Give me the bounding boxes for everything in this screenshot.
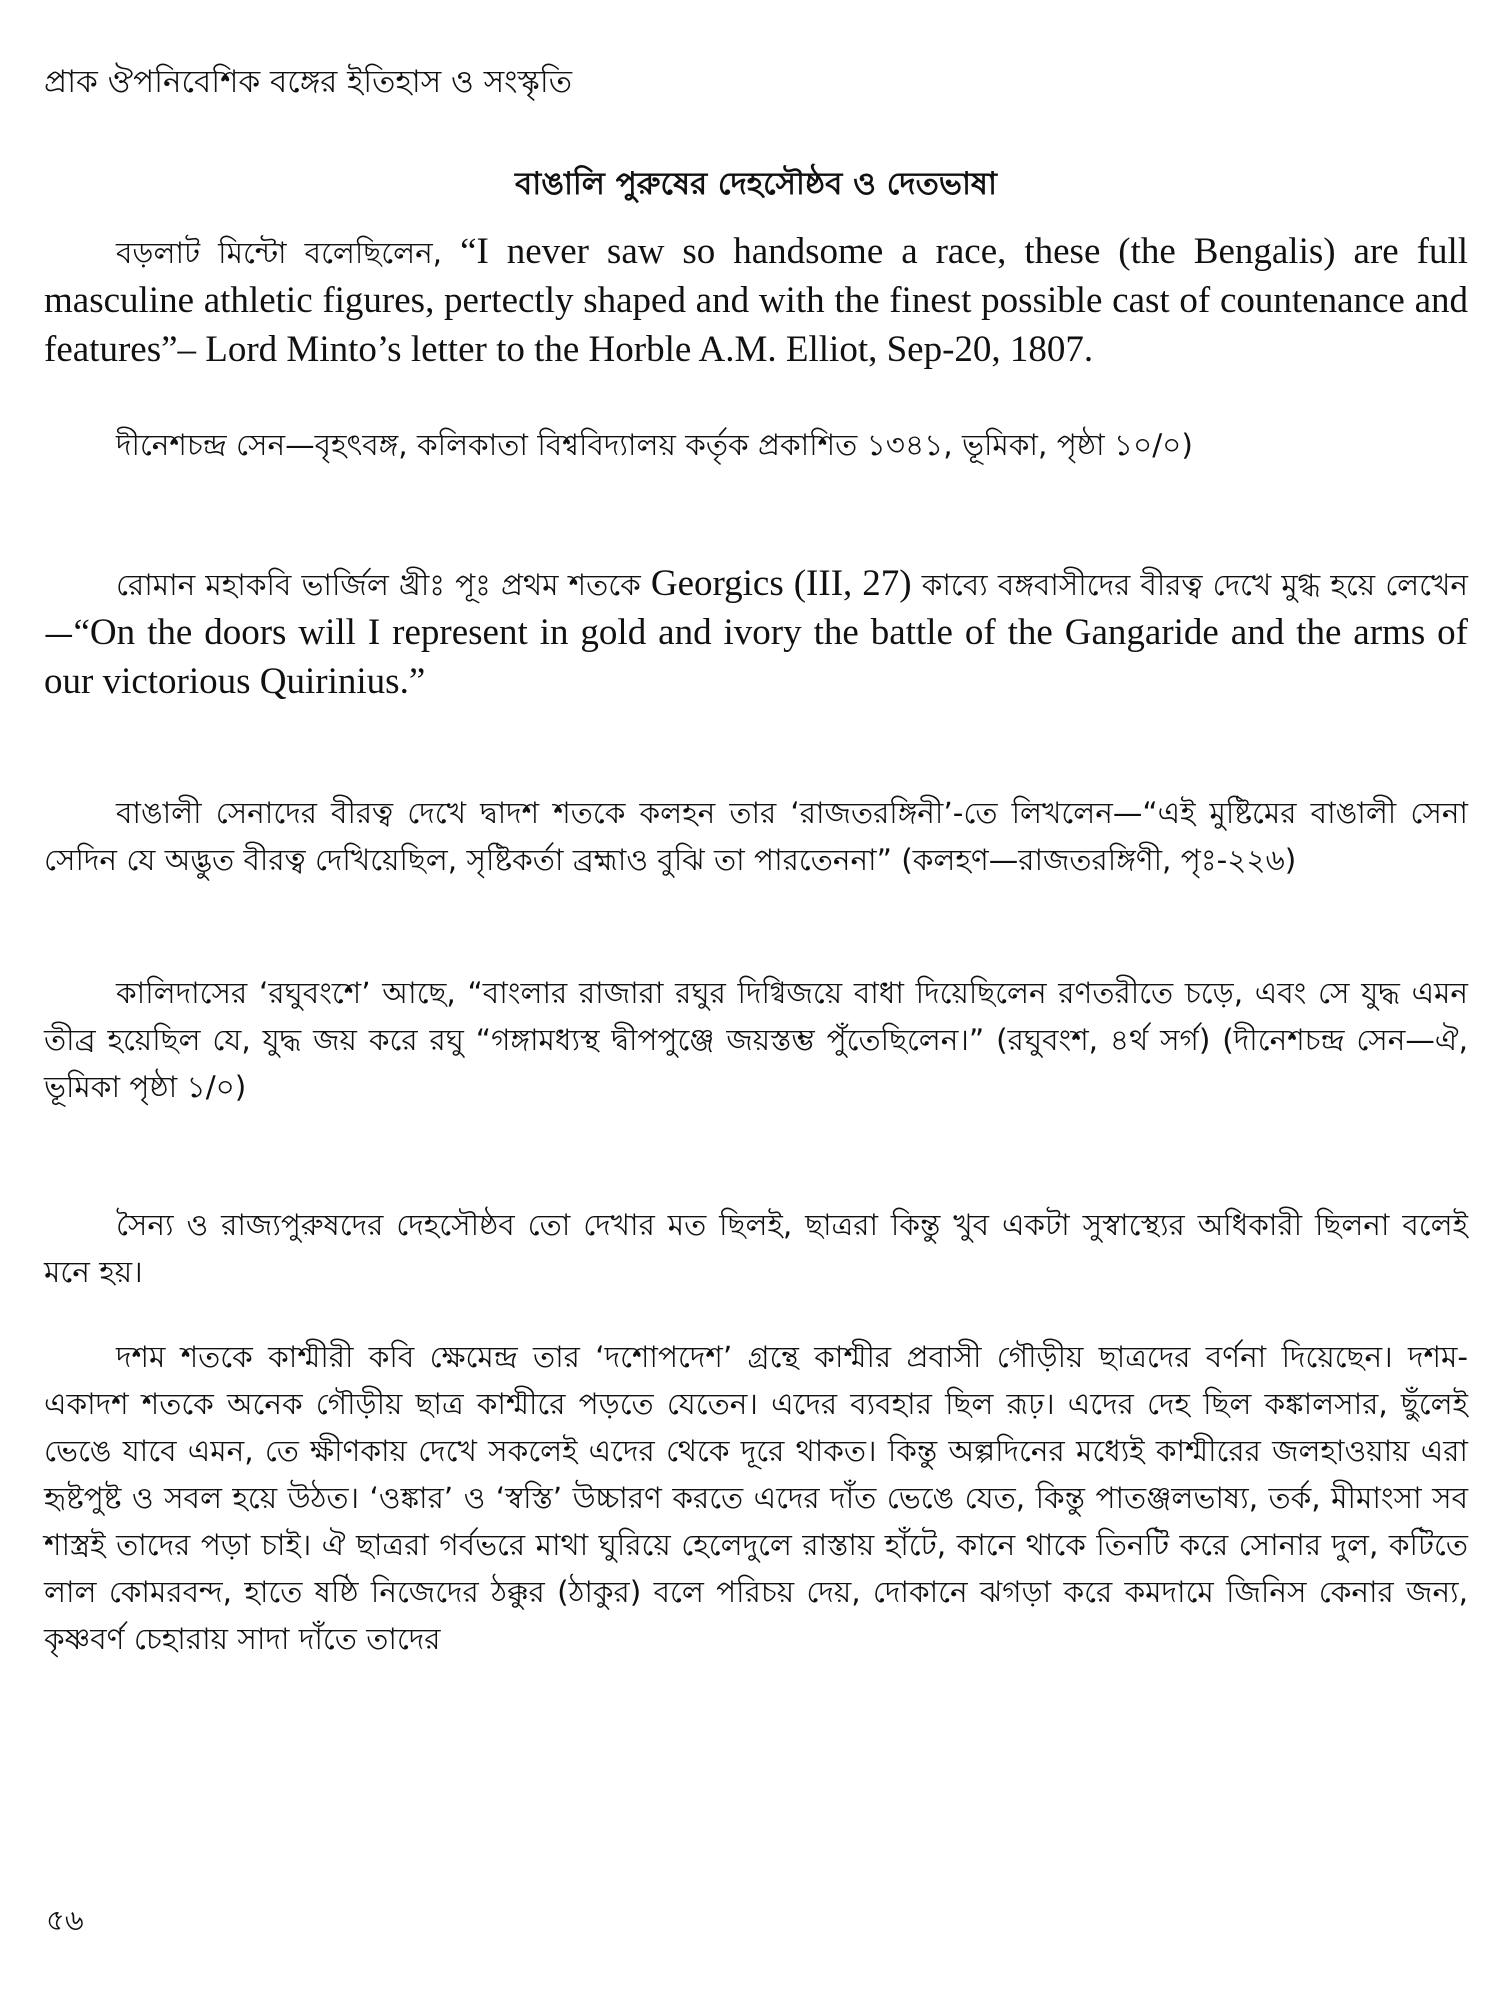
virgil-mid-text: কাব্যে বঙ্গবাসীদের বীরত্ব দেখে মুগ্ধ হয়ে লেখেন— [44,568,1468,651]
paragraph-minto-quote [44,228,1468,375]
virgil-english-quote: “On the doors will I represent in gold and ivory the battle of the Gangaride and the arms of our victorious Quirinius.” [44,612,1468,702]
paragraph-physique: সৈন্য ও রাজ্যপুরুষদের দেহসৌষ্ঠব তো দেখার মত ছিলই, ছাত্ররা কিন্তু খুব একটা সুস্বাস্থ্যের অধিকারী ছিলনা বলেই মনে হয়। [44,1208,1468,1289]
virgil-intro-text: রোমান মহাকবি ভার্জিল খ্রীঃ পূঃ প্রথম শতকে [116,568,651,602]
minto-intro-text: বড়লাট মিন্টো বলেছিলেন, [116,236,461,270]
paragraph-kalhana: বাঙালী সেনাদের বীরত্ব দেখে দ্বাদশ শতকে কলহন তার ‘রাজতরঙ্গিনী’-তে লিখলেন—“এই মুষ্টিমের বাঙালী সেনা সেদিন যে অদ্ভুত বীরত্ব দেখিয়েছিল, সৃষ্টিকর্তা ব্রহ্মাও বুঝি তা পারতেননা” (কলহণ—রাজতরঙ্গিণী, পৃঃ-২২৬) [44,796,1468,877]
book-page [44,0,1468,2000]
paragraph-virgil-quote [44,560,1468,707]
minto-english-quote: “I never saw so handsome a race, these (the Bengalis) are full masculine athletic figures, pertectly shaped and with the finest possible cast of countenance and features”– Lord Minto’s letter to the Horble A.M. Elliot, Sep-20, 1807. [44,231,1469,370]
running-header: প্রাক ঔপনিবেশিক বঙ্গের ইতিহাস ও সংস্কৃতি [44,64,572,100]
page-number: ৫৬ [46,1903,84,1937]
paragraph-raghuvamsha: কালিদাসের ‘রঘুবংশে’ আছে, “বাংলার রাজারা রঘুর দিগ্বিজয়ে বাধা দিয়েছিলেন রণতরীতে চড়ে, এবং সে যুদ্ধ এমন তীব্র হয়েছিল যে, যুদ্ধ জয় করে রঘু “গঙ্গামধ্যস্থ দ্বীপপুঞ্জে জয়স্তম্ভ পুঁতেছিলেন।” (রঘুবংশ, ৪র্থ সর্গ) (দীনেশচন্দ্র সেন—ঐ, ভূমিকা পৃষ্ঠা ১/০) [44,976,1468,1104]
paragraph-dinesh-citation: দীনেশচন্দ্র সেন—বৃহৎবঙ্গ, কলিকাতা বিশ্ববিদ্যালয় কর্তৃক প্রকাশিত ১৩৪১, ভূমিকা, পৃষ্ঠা ১০/০) [116,428,1193,462]
paragraph-kshemendra: দশম শতকে কাশ্মীরী কবি ক্ষেমেন্দ্র তার ‘দশোপদেশ’ গ্রন্থে কাশ্মীর প্রবাসী গৌড়ীয় ছাত্রদের বর্ণনা দিয়েছেন। দশম-একাদশ শতকে অনেক গৌড়ীয় ছাত্র কাশ্মীরে পড়তে যেতেন। এদের ব্যবহার ছিল রূঢ়। এদের দেহ ছিল কঙ্কালসার, ছুঁলেই ভেঙে যাবে এমন, তে ক্ষীণকায় দেখে সকলেই এদের থেকে দূরে থাকত। কিন্তু অল্পদিনের মধ্যেই কাশ্মীরের জলহাওয়ায় এরা হৃষ্টপুষ্ট ও সবল হয়ে উঠত। ‘ওঙ্কার’ ও ‘স্বস্তি’ উচ্চারণ করতে এদের দাঁত ভেঙে যেত, কিন্তু পাতঞ্জলভাষ্য, তর্ক, মীমাংসা সব শাস্ত্রই তাদের পড়া চাই। ঐ ছাত্ররা গর্বভরে মাথা ঘুরিয়ে হেলেদুলে রাস্তায় হাঁটে, কানে থাকে তিনটি করে সোনার দুল, কটিতে লাল কোমরবন্দ, হাতে ষষ্ঠি নিজেদের ঠক্কুর (ঠাকুর) বলে পরিচয় দেয়, দোকানে ঝগড়া করে কমদামে জিনিস কেনার জন্য, কৃষ্ণবর্ণ চেহারায় সাদা দাঁতে তাদের [44,1340,1468,1656]
chapter-title: বাঙালি পুরুষের দেহসৌষ্ঠব ও দেতভাষা [514,166,998,202]
georgics-reference: Georgics (III, 27) [650,563,912,604]
